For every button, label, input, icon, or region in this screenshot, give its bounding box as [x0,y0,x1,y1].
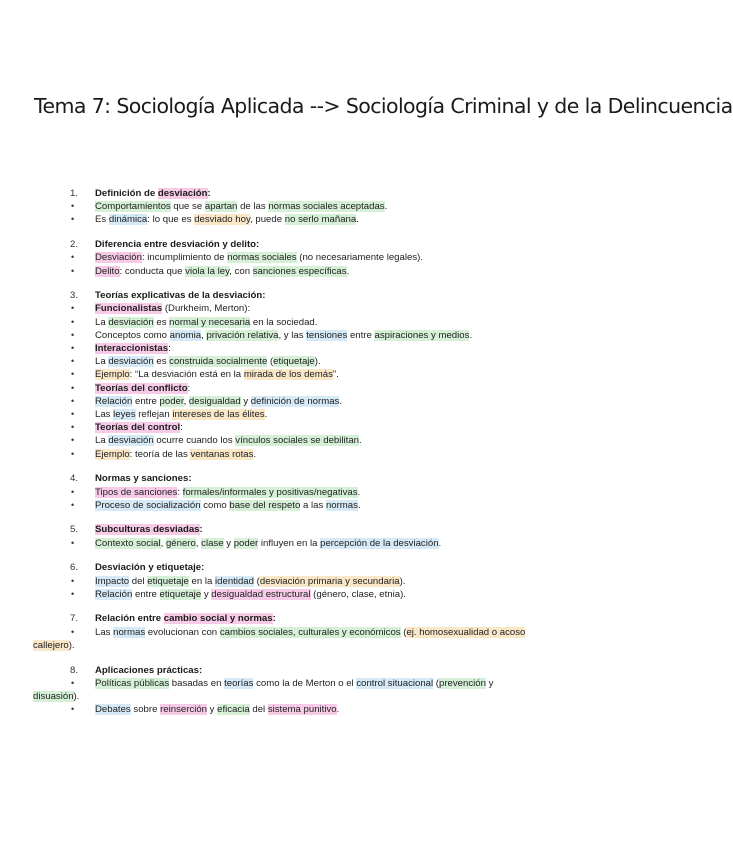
section-3 [64,289,600,461]
list-item-continuation: callejero). [33,639,75,651]
section-2 [64,238,600,278]
bullet-marker: • [71,201,75,212]
section-number: 2. [70,239,79,251]
list-item: • Debates sobre reinserción y eficacia del sistema punitivo. [64,703,600,716]
bullet-marker: • [71,409,75,420]
section-heading: 5. Subculturas desviadas: [64,523,600,536]
list-item: • Funcionalistas (Durkheim, Merton): [64,302,600,315]
list-item: • Es dinámica: lo que es desviado hoy, puede no serlo mañana. [64,213,600,226]
list-item: • Las leyes reflejan intereses de las élites. [64,408,600,421]
notes-body [33,187,600,728]
section-heading: 8. Aplicaciones prácticas: [64,664,600,677]
bullet-marker: • [71,356,75,367]
bullet-marker: • [71,252,75,263]
list-item: • Comportamientos que se apartan de las normas sociales aceptadas. [64,200,600,213]
list-item: • Teorías del conflicto: [64,382,600,395]
bullet-marker: • [71,395,75,406]
section-heading: 3. Teorías explicativas de la desviación: [64,289,600,302]
section-heading: 4. Normas y sanciones: [64,472,600,485]
bullet-marker: • [71,448,75,459]
list-item: • Proceso de socialización como base del respeto a las normas. [64,499,600,512]
section-8 [33,664,600,717]
section-number: 7. [70,613,79,625]
section-number: 3. [70,290,79,302]
list-item-continuation: disuasión). [33,691,80,702]
section-number: 1. [70,188,79,199]
section-heading: 6. Desviación y etiquetaje: [64,561,600,574]
list-item: • La desviación es construida socialmente (etiquetaje). [64,355,600,368]
list-item: • Políticas públicas basadas en teorías como la de Merton o el control situacional (prevención y [64,677,600,690]
list-item: • Desviación: incumplimiento de normas sociales (no necesariamente legales). [64,251,600,264]
bullet-marker: • [71,316,75,327]
list-item: • Impacto del etiquetaje en la identidad (desviación primaria y secundaria). [64,575,600,588]
list-item: • Delito: conducta que viola la ley, con sanciones específicas. [64,265,600,278]
section-4 [64,472,600,512]
list-item: • Ejemplo: teoría de las ventanas rotas. [64,448,600,461]
section-7 [33,612,600,652]
section-6 [64,561,600,601]
list-item: • Interaccionistas: [64,342,600,355]
list-item: • Teorías del control: [64,421,600,434]
section-number: 8. [70,664,79,676]
bullet-marker: • [71,303,75,314]
list-item: • Relación entre etiquetaje y desigualdad estructural (género, clase, etnia). [64,588,600,601]
bullet-marker: • [71,704,75,715]
bullet-marker: • [71,382,75,393]
bullet-marker: • [71,537,75,548]
section-heading: 2. Diferencia entre desviación y delito: [64,238,600,251]
bullet-marker: • [71,588,75,599]
page-title: Tema 7: Sociología Aplicada --> Sociología Criminal y de la Delincuencia [34,94,733,118]
list-item: • Las normas evolucionan con cambios sociales, culturales y económicos (ej. homosexualidad o acoso [64,626,600,639]
bullet-marker: • [71,626,75,637]
section-heading: 1. Definición de desviación: [64,187,600,200]
bullet-marker: • [71,343,75,354]
bullet-marker: • [71,265,75,276]
bullet-marker: • [71,329,75,340]
bullet-marker: • [71,369,75,380]
section-number: 6. [70,562,79,574]
list-item: • La desviación ocurre cuando los vínculos sociales se debilitan. [64,434,600,447]
section-number: 5. [70,524,79,536]
list-item: • Ejemplo: “La desviación está en la mirada de los demás”. [64,368,600,381]
list-item: • Conceptos como anomia, privación relativa, y las tensiones entre aspiraciones y medios. [64,329,600,342]
section-heading: 7. Relación entre cambio social y normas: [64,612,600,625]
section-number: 4. [70,473,79,485]
list-item: • Relación entre poder, desigualdad y definición de normas. [64,395,600,408]
list-item: • Tipos de sanciones: formales/informales y positivas/negativas. [64,486,600,499]
section-5 [64,523,600,549]
list-item: • Contexto social, género, clase y poder influyen en la percepción de la desviación. [64,537,600,550]
bullet-marker: • [71,486,75,497]
bullet-marker: • [71,677,75,688]
bullet-marker: • [71,499,75,510]
bullet-marker: • [71,435,75,446]
section-1 [64,187,600,227]
list-item: • La desviación es normal y necesaria en la sociedad. [64,316,600,329]
bullet-marker: • [71,422,75,433]
bullet-marker: • [71,214,75,225]
bullet-marker: • [71,575,75,586]
